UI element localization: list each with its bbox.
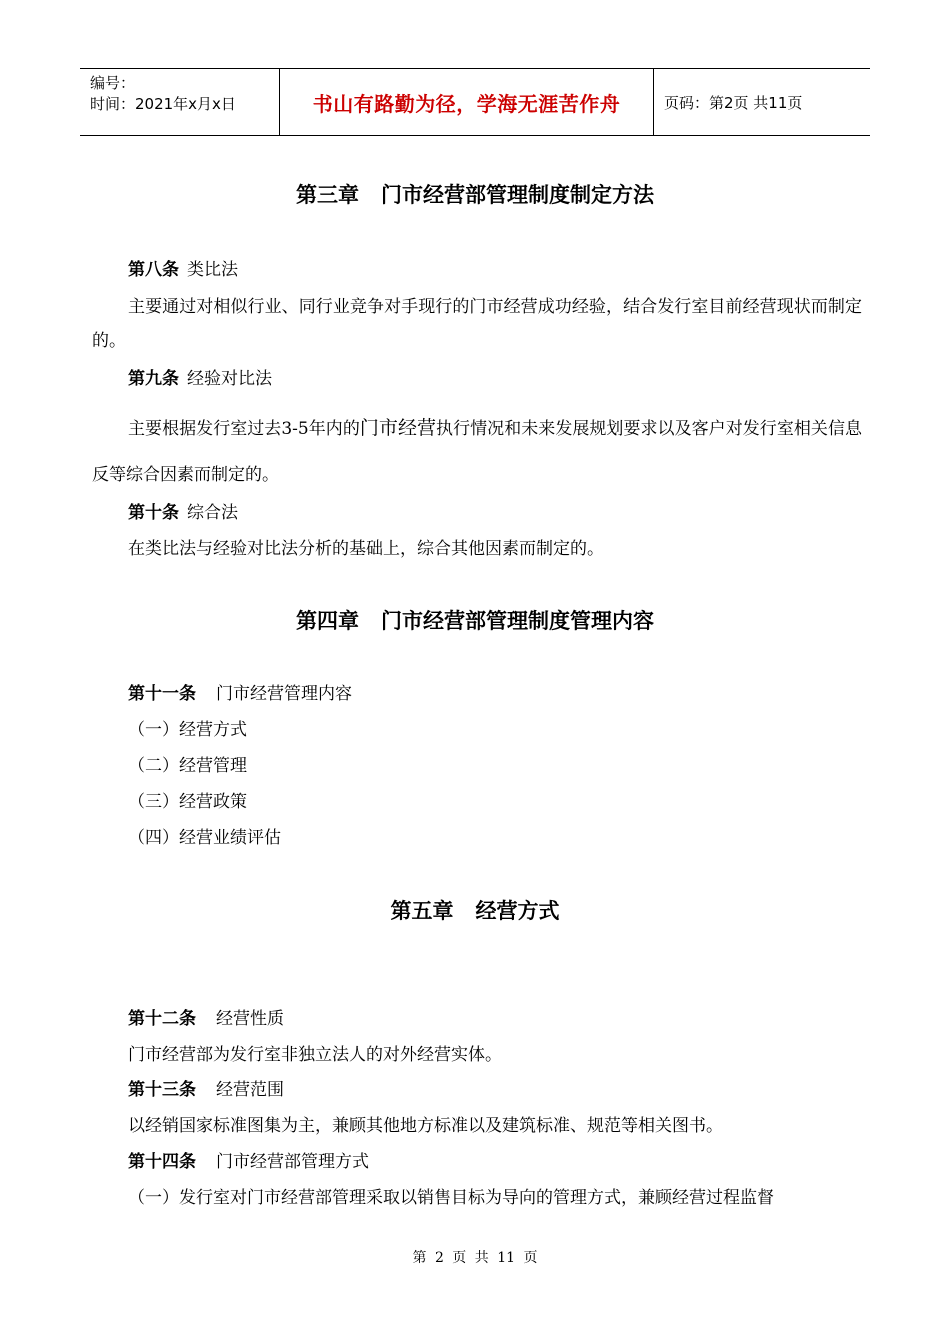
chapter-3-title: 门市经营部管理制度制定方法 <box>381 183 654 207</box>
article-10-text: 在类比法与经验对比法分析的基础上，综合其他因素而制定的。 <box>128 539 604 559</box>
article-9-title: 经验对比法 <box>187 369 272 389</box>
article-13-text: 以经销国家标准图集为主，兼顾其他地方标准以及建筑标准、规范等相关图书。 <box>128 1116 723 1136</box>
article-12-number: 第十二条 <box>128 1009 196 1029</box>
header-page-info: 页码：第2页 共11页 <box>664 93 803 112</box>
article-14-title: 门市经营部管理方式 <box>216 1152 369 1172</box>
chapter-4-title: 门市经营部管理制度管理内容 <box>381 609 654 633</box>
article-8-title: 类比法 <box>187 260 238 280</box>
list-item: （三）经营政策 <box>128 792 247 812</box>
article-13-heading <box>128 1078 284 1102</box>
document-date: 时间：2021年x月x日 <box>90 95 236 113</box>
article-11-title: 门市经营管理内容 <box>216 684 352 704</box>
chapter-4-heading <box>0 605 950 635</box>
chapter-5-number: 第五章 <box>390 899 454 923</box>
article-8-text: 主要通过对相似行业、同行业竞争对手现行的门市经营成功经验，结合发行室目前经营现状而制定的。 <box>92 297 862 351</box>
article-13-number: 第十三条 <box>128 1080 196 1100</box>
page-footer: 第 2 页 共 11 页 <box>412 1250 538 1266</box>
document-number: 编号： <box>90 74 136 92</box>
list-item: （四）经营业绩评估 <box>128 828 281 848</box>
chapter-3-heading <box>0 179 950 209</box>
list-item: （二）经营管理 <box>128 756 247 776</box>
article-14-item-1: （一）发行室对门市经营部管理采取以销售目标为导向的管理方式，兼顾经营过程监督 <box>128 1188 774 1208</box>
chapter-4-number: 第四章 <box>296 609 359 633</box>
article-8-heading <box>128 258 238 282</box>
article-14-heading <box>128 1150 369 1174</box>
article-9-text <box>92 405 862 498</box>
header-meta <box>80 69 280 135</box>
article-11-number: 第十一条 <box>128 684 196 704</box>
article-11-heading <box>128 682 352 706</box>
article-9-heading <box>128 367 272 391</box>
list-item: （一）经营方式 <box>128 720 247 740</box>
header-motto: 书山有路勤为径，学海无涯苦作舟 <box>280 69 654 135</box>
article-10-heading <box>128 501 238 525</box>
chapter-5-heading <box>0 895 950 925</box>
article-9-text-start: 主要根据发行室过去3-5年内的 <box>128 419 360 439</box>
article-10-number: 第十条 <box>128 503 179 523</box>
article-12-title: 经营性质 <box>216 1009 284 1029</box>
article-12-heading <box>128 1007 284 1031</box>
chapter-5-title: 经营方式 <box>475 899 560 923</box>
article-9-text-end: 执行情况和未来发展规划要求以及客户对发行室相关信息反等综合因素而制定的。 <box>92 419 862 485</box>
article-8-number: 第八条 <box>128 260 179 280</box>
article-13-title: 经营范围 <box>216 1080 284 1100</box>
chapter-3-number: 第三章 <box>296 183 359 207</box>
article-14-number: 第十四条 <box>128 1152 196 1172</box>
article-9-text-emphasis: 门市经营 <box>359 417 437 439</box>
article-9-number: 第九条 <box>128 369 179 389</box>
article-12-text: 门市经营部为发行室非独立法人的对外经营实体。 <box>128 1045 502 1065</box>
page-header <box>80 68 870 136</box>
article-10-title: 综合法 <box>187 503 238 523</box>
